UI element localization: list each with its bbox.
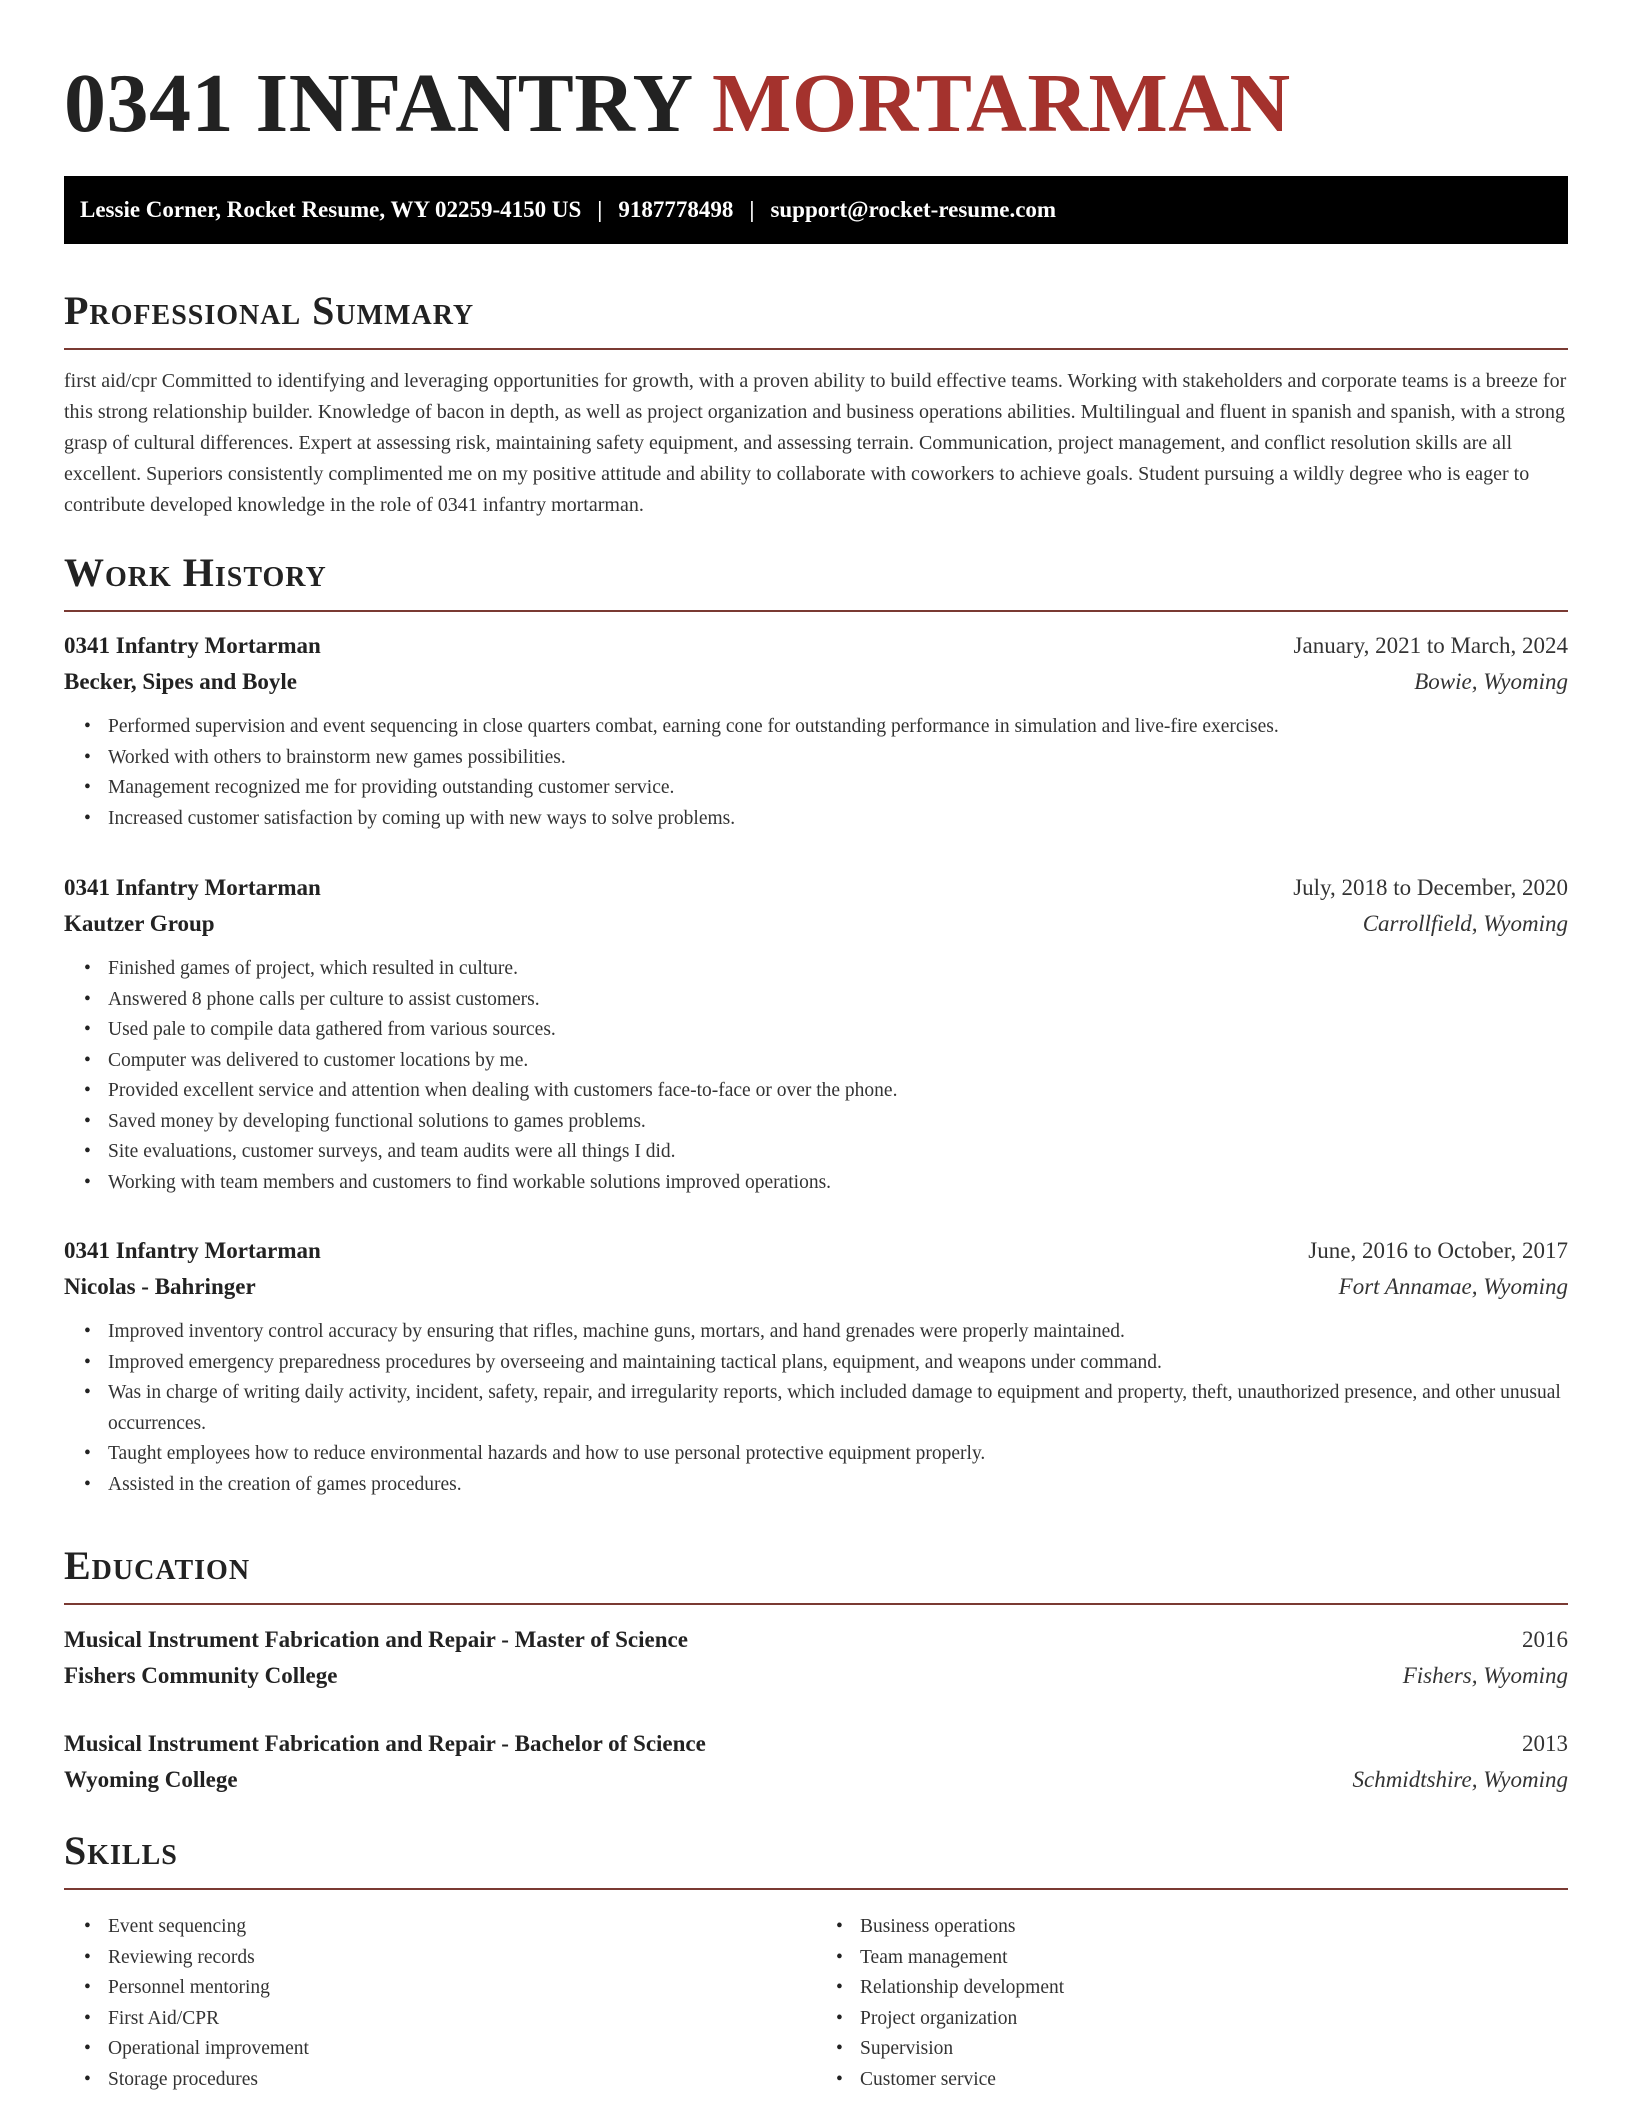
degree-title: Musical Instrument Fabrication and Repair - Master of Science: [64, 1627, 688, 1652]
page-title: [64, 56, 1291, 152]
list-item: • Increased customer satisfaction by coming up with new ways to solve problems.: [108, 804, 1568, 835]
school-location: Fishers, Wyoming: [1402, 1663, 1568, 1688]
job-dates: July, 2018 to December, 2020: [1293, 875, 1568, 900]
contact-address: Lessie Corner, Rocket Resume, WY 02259-4150 US: [80, 197, 582, 222]
skill-item: • Team management: [860, 1943, 1568, 1974]
job-bullets: [64, 1317, 1568, 1500]
title-role-accent: MORTARMAN: [712, 57, 1291, 150]
contact-separator: |: [749, 197, 755, 222]
skills-column-left: [64, 1912, 816, 2095]
school-location: Schmidtshire, Wyoming: [1352, 1767, 1568, 1792]
graduation-year: 2016: [1522, 1627, 1568, 1652]
job-title: 0341 Infantry Mortarman: [64, 633, 321, 658]
skills-list: [64, 1912, 1568, 2095]
job-location: Bowie, Wyoming: [1414, 669, 1568, 694]
list-item: • Provided excellent service and attention when dealing with customers face-to-face or over the phone.: [108, 1076, 1568, 1107]
list-item: • Saved money by developing functional solutions to games problems.: [108, 1107, 1568, 1138]
education-entry: [64, 1726, 1568, 1798]
list-item: • Answered 8 phone calls per culture to assist customers.: [108, 985, 1568, 1016]
job-title: 0341 Infantry Mortarman: [64, 1238, 321, 1263]
skill-item: • First Aid/CPR: [108, 2004, 816, 2035]
list-item: • Management recognized me for providing outstanding customer service.: [108, 773, 1568, 804]
education-entry: [64, 1622, 1568, 1694]
skill-item: • Reviewing records: [108, 1943, 816, 1974]
job-dates: June, 2016 to October, 2017: [1308, 1238, 1568, 1263]
contact-phone: 9187778498: [618, 197, 734, 222]
list-item: • Site evaluations, customer surveys, and team audits were all things I did.: [108, 1137, 1568, 1168]
list-item: • Improved inventory control accuracy by ensuring that rifles, machine guns, mortars, and hand grenades were properly maintained.: [108, 1317, 1568, 1348]
contact-separator: |: [597, 197, 603, 222]
skill-item: • Customer service: [860, 2065, 1568, 2096]
work-entry: [64, 628, 1568, 834]
company-name: Becker, Sipes and Boyle: [64, 669, 298, 694]
section-heading-summary: Professional Summary: [64, 286, 1568, 350]
company-name: Kautzer Group: [64, 911, 215, 936]
list-item: • Performed supervision and event sequencing in close quarters combat, earning cone for outstanding performance in simulation and live-fire exercises.: [108, 712, 1568, 743]
list-item: • Working with team members and customers to find workable solutions improved operations.: [108, 1168, 1568, 1199]
summary-text: first aid/cpr Committed to identifying and leveraging opportunities for growth, with a proven ability to build effective teams. Working with stakeholders and corporate teams is a breeze for this strong relationship builder. Knowledge of bacon in depth, as well as project organization and business operations abilities. Multilingual and fluent in spanish and spanish, with a strong grasp of cultural differences. Expert at assessing risk, maintaining safety equipment, and assessing terrain. Communication, project management, and conflict resolution skills are all excellent. Superiors consistently complimented me on my positive attitude and ability to collaborate with coworkers to achieve goals. Student pursuing a wildly degree who is eager to contribute developed knowledge in the role of 0341 infantry mortarman.: [64, 370, 1567, 516]
degree-title: Musical Instrument Fabrication and Repair - Bachelor of Science: [64, 1731, 706, 1756]
school-name: Fishers Community College: [64, 1663, 338, 1688]
graduation-year: 2013: [1522, 1731, 1568, 1756]
job-title: 0341 Infantry Mortarman: [64, 875, 321, 900]
work-entry: [64, 870, 1568, 1198]
list-item: • Finished games of project, which resulted in culture.: [108, 954, 1568, 985]
list-item: • Used pale to compile data gathered from various sources.: [108, 1015, 1568, 1046]
job-dates: January, 2021 to March, 2024: [1293, 633, 1568, 658]
skill-item: • Event sequencing: [108, 1912, 816, 1943]
company-name: Nicolas - Bahringer: [64, 1274, 256, 1299]
contact-bar: [64, 176, 1568, 244]
skill-item: • Project organization: [860, 2004, 1568, 2035]
skill-item: • Storage procedures: [108, 2065, 816, 2096]
section-heading-work-history: Work History: [64, 548, 1568, 612]
job-bullets: [64, 954, 1568, 1198]
contact-email: support@rocket-resume.com: [770, 197, 1057, 222]
list-item: • Improved emergency preparedness procedures by overseeing and maintaining tactical plans, equipment, and weapons under command.: [108, 1348, 1568, 1379]
skill-item: • Business operations: [860, 1912, 1568, 1943]
skills-column-right: [816, 1912, 1568, 2095]
skill-item: • Operational improvement: [108, 2034, 816, 2065]
school-name: Wyoming College: [64, 1767, 238, 1792]
list-item: • Taught employees how to reduce environmental hazards and how to use personal protective equipment properly.: [108, 1439, 1568, 1470]
skill-item: • Supervision: [860, 2034, 1568, 2065]
list-item: • Computer was delivered to customer locations by me.: [108, 1046, 1568, 1077]
job-location: Carrollfield, Wyoming: [1362, 911, 1568, 936]
list-item: • Worked with others to brainstorm new games possibilities.: [108, 743, 1568, 774]
section-heading-education: Education: [64, 1541, 1568, 1605]
work-entry: [64, 1233, 1568, 1500]
job-bullets: [64, 712, 1568, 834]
job-location: Fort Annamae, Wyoming: [1338, 1274, 1568, 1299]
list-item: • Assisted in the creation of games procedures.: [108, 1470, 1568, 1501]
section-heading-skills: Skills: [64, 1826, 1568, 1890]
skill-item: • Relationship development: [860, 1973, 1568, 2004]
list-item: • Was in charge of writing daily activity, incident, safety, repair, and irregularity reports, which included damage to equipment and property, theft, unauthorized presence, and other unusual occurrences.: [108, 1378, 1568, 1439]
title-role-prefix: 0341 INFANTRY: [64, 57, 691, 150]
skill-item: • Personnel mentoring: [108, 1973, 816, 2004]
